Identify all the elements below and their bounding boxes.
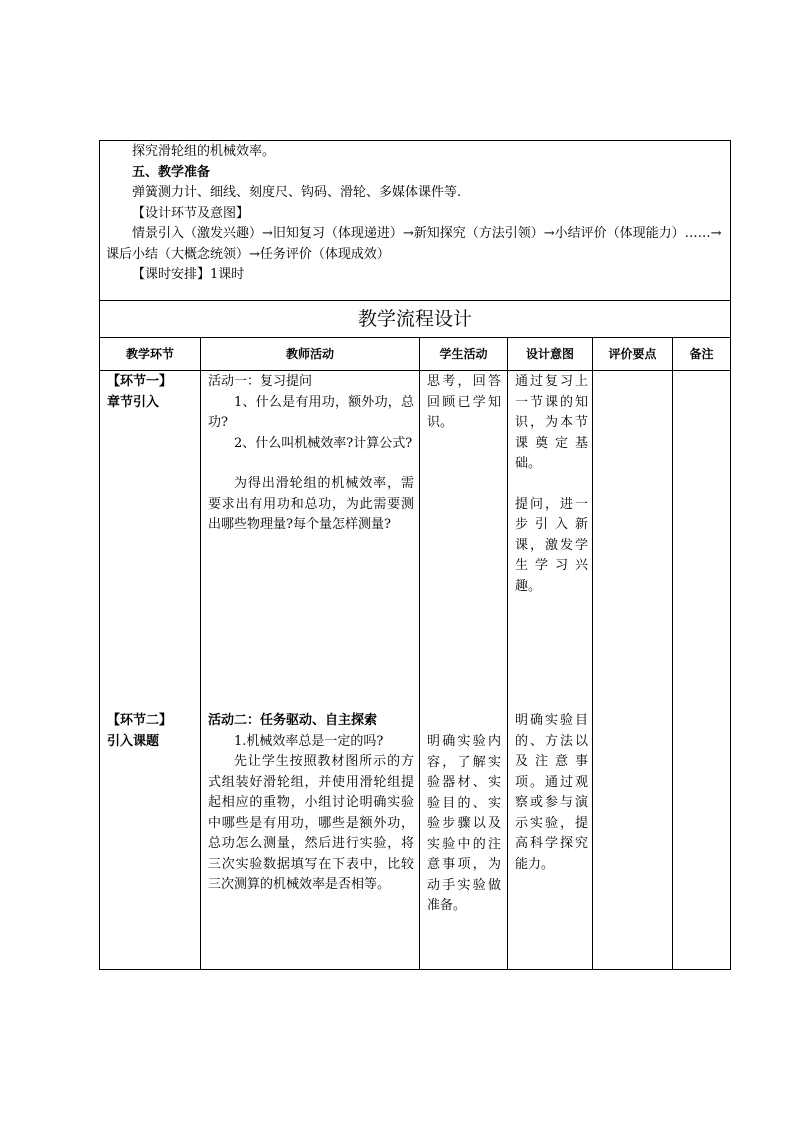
section-heading-preparation: 五、教学准备 xyxy=(132,164,211,180)
stage-cell xyxy=(107,711,197,752)
header-teacher: 教师活动 xyxy=(285,347,334,361)
design-heading: 【设计环节及意图】 xyxy=(132,205,250,221)
activity-title: 活动二：任务驱动、自主探索 xyxy=(208,713,378,728)
teacher-activity-cell xyxy=(208,711,414,896)
review-question: 1、什么是有用功，额外功，总功? xyxy=(208,394,414,430)
review-question: 2、什么叫机械效率?计算公式? xyxy=(234,435,413,451)
schedule-line: 【课时安排】1课时 xyxy=(132,267,245,282)
header-stage: 教学环节 xyxy=(125,347,174,361)
column-divider xyxy=(419,337,420,970)
objective-line: 探究滑轮组的机械效率。 xyxy=(132,144,276,159)
header-student: 学生活动 xyxy=(439,347,488,361)
divider-line xyxy=(99,370,731,371)
divider-line xyxy=(99,300,731,301)
column-divider xyxy=(592,337,593,970)
teacher-activity-cell xyxy=(208,372,414,536)
column-divider xyxy=(672,337,673,970)
flow-title: 教学流程设计 xyxy=(357,308,472,330)
activity-question: 1.机械效率总是一定的吗? xyxy=(234,733,384,749)
design-intent-cell xyxy=(515,372,588,597)
design-intent-cell xyxy=(515,711,588,875)
stage-name: 章节引入 xyxy=(107,394,160,410)
header-evaluation: 评价要点 xyxy=(608,347,657,361)
activity-title: 活动一：复习提问 xyxy=(208,374,313,389)
header-notes: 备注 xyxy=(689,347,714,361)
header-intent: 设计意图 xyxy=(525,347,574,361)
student-activity-text: 思考，回答回顾已学知识。 xyxy=(427,374,501,430)
design-flow: 情景引入（激发兴趣）→旧知复习（体现递进）→新知探究（方法引领）→小结评价（体现能力）……→课后小结（大概念统领）→任务评价（体现成效） xyxy=(106,226,722,262)
student-activity-text: 明确实验内容，了解实验器材、实验目的、实验步骤以及实验中的注意事项，为动手实验做准备。 xyxy=(427,734,501,913)
column-divider xyxy=(507,337,508,970)
student-activity-cell xyxy=(427,372,501,434)
design-intent-text: 提问，进一步引入新课，激发学生学习兴趣。 xyxy=(515,496,588,594)
materials-line: 弹簧测力计、细线、刻度尺、钩码、滑轮、多媒体课件等. xyxy=(132,185,462,200)
column-divider xyxy=(200,337,201,970)
design-intent-text: 通过复习上一节课的知识，为本节课奠定基础。 xyxy=(515,374,588,471)
activity-description: 为得出滑轮组的机械效率，需要求出有用功和总功，为此需要测出哪些物理量?每个量怎样测量? xyxy=(208,476,414,532)
activity-description: 先让学生按照教材图所示的方式组装好滑轮组，并使用滑轮组提起相应的重物，小组讨论明确实验中哪些是有用功，哪些是额外功，总功怎么测量，然后进行实验，将三次实验数据填写在下表中，比较三次测算的机械效率是否相等。 xyxy=(208,754,414,892)
stage-cell xyxy=(107,372,197,413)
design-intent-text: 明确实验目的、方法以及注意事项。通过观察或参与演示实验，提高科学探究能力。 xyxy=(515,713,588,872)
preparation-section xyxy=(106,142,726,286)
student-activity-cell xyxy=(427,732,501,917)
stage-tag: 【环节二】 xyxy=(107,713,173,728)
stage-tag: 【环节一】 xyxy=(107,374,173,389)
stage-name: 引入课题 xyxy=(107,733,160,749)
